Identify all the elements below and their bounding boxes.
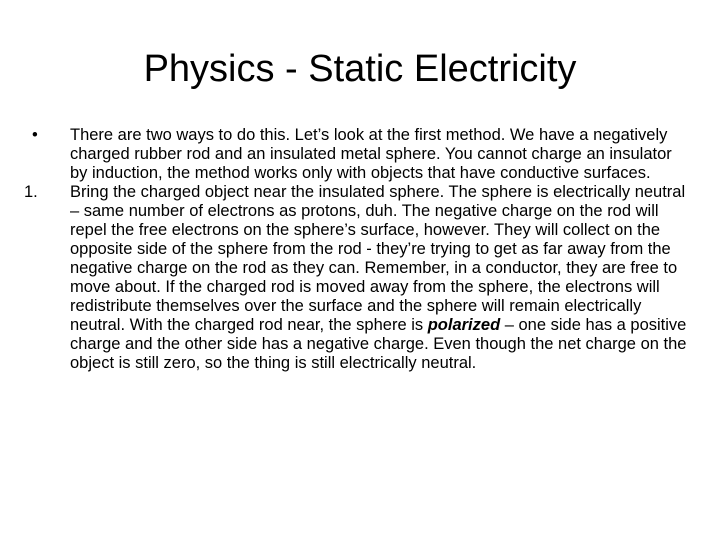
step-1-paragraph	[24, 183, 692, 373]
bullet-text: There are two ways to do this. Let’s look at the first method. We have a negatively charged rubber rod and an insulated metal sphere. You cannot charge an insulator by induction, the method works only with objects that have conductive surfaces.	[70, 126, 672, 182]
slide-title: Physics - Static Electricity	[143, 48, 577, 90]
bullet-paragraph	[24, 126, 692, 183]
step-1-text-after: – one side has a positive charge and the other side has a negative charge. Even though the net charge on the object is still zero, so the thing is still electrically neutral.	[70, 316, 687, 372]
slide-body	[24, 126, 692, 373]
step-1-text-before: Bring the charged object near the insulated sphere. The sphere is electrically neutral – same number of electrons as protons, duh. The negative charge on the rod will repel the free electrons on the sphere’s surface, however. They will collect on the opposite side of the sphere from the rod - they’re trying to get as far away from the negative charge on the rod as they can. Remember, in a conductor, they are free to move about. If the charged rod is moved away from the sphere, the electrons will redistribute themselves over the surface and the sphere will remain electrically neutral. With the charged rod near, the sphere is	[70, 183, 686, 334]
bullet-marker: •	[32, 126, 38, 144]
polarized-emphasis: polarized	[427, 316, 501, 334]
step-1-number: 1.	[24, 183, 38, 201]
